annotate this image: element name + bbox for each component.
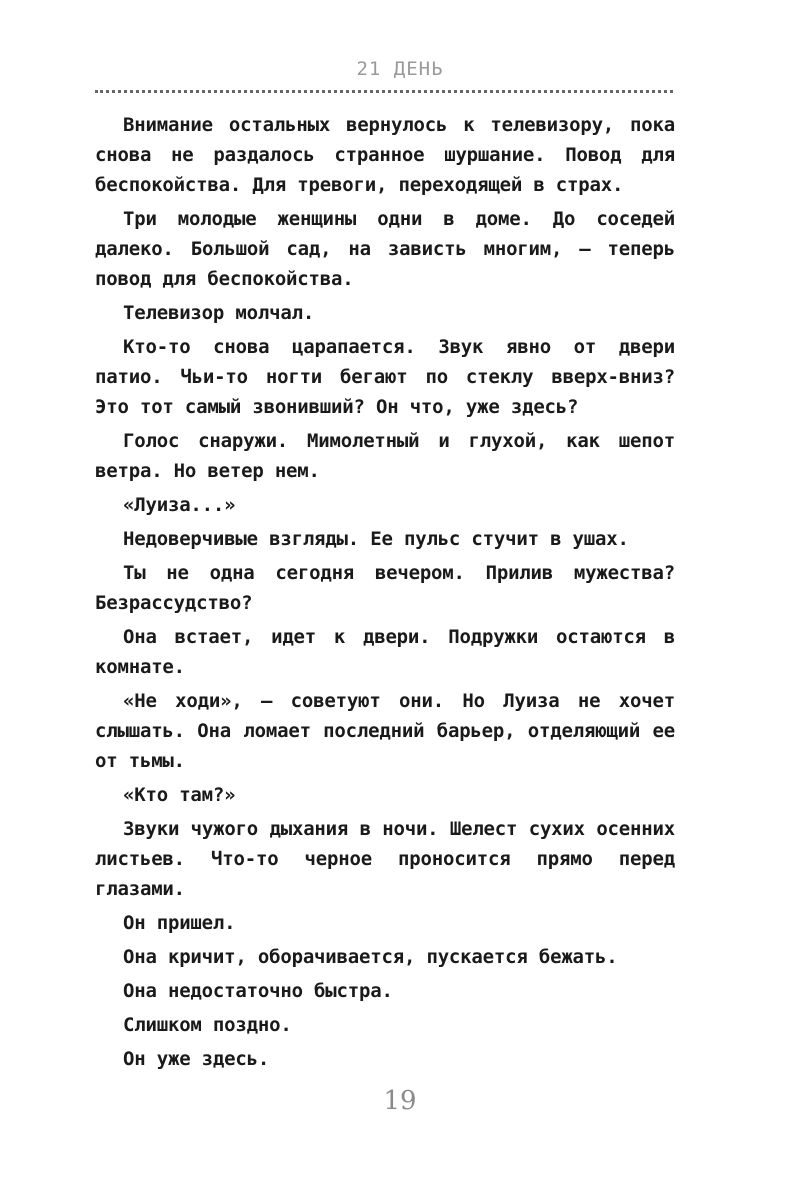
paragraph: «Не ходи», — советуют они. Но Луиза не хочет слышать. Она ломает последний барьер, отделяющий ее от тьмы. <box>95 690 675 772</box>
paragraph: «Кто там?» <box>123 784 236 806</box>
paragraph: Она встает, идет к двери. Подружки остаются в комнате. <box>95 626 675 678</box>
paragraph: Она недостаточно быстра. <box>123 980 393 1002</box>
paragraph: Голос снаружи. Мимолетный и глухой, как шепот ветра. Но ветер нем. <box>95 430 675 482</box>
paragraph: «Луиза...» <box>123 494 236 516</box>
paragraph: Она кричит, оборачивается, пускается бежать. <box>123 946 618 968</box>
paragraph: Он пришел. <box>123 912 236 934</box>
header-dotted-rule <box>95 90 673 93</box>
paragraph: Он уже здесь. <box>123 1048 270 1070</box>
paragraph: Недоверчивые взгляды. Ее пульс стучит в ушах. <box>123 528 629 550</box>
paragraph: Звуки чужого дыхания в ночи. Шелест сухих осенних листьев. Что-то черное проносится прямо перед глазами. <box>95 818 675 900</box>
body-text <box>95 110 675 1078</box>
running-head: 21 ДЕНЬ <box>356 58 444 80</box>
paragraph: Телевизор молчал. <box>123 302 315 324</box>
paragraph: Три молодые женщины одни в доме. До соседей далеко. Большой сад, на зависть многим, — теперь повод для беспокойства. <box>95 208 675 290</box>
paragraph: Слишком поздно. <box>123 1014 292 1036</box>
page-number: 19 <box>383 1086 417 1116</box>
paragraph: Внимание остальных вернулось к телевизору, пока снова не раздалось странное шуршание. Повод для беспокойства. Для тревоги, переходящей в страх. <box>95 114 675 196</box>
paragraph: Кто-то снова царапается. Звук явно от двери патио. Чьи-то ногти бегают по стеклу вверх-вниз? Это тот самый звонивший? Он что, уже здесь? <box>95 336 675 418</box>
paragraph: Ты не одна сегодня вечером. Прилив мужества? Безрассудство? <box>95 562 675 614</box>
